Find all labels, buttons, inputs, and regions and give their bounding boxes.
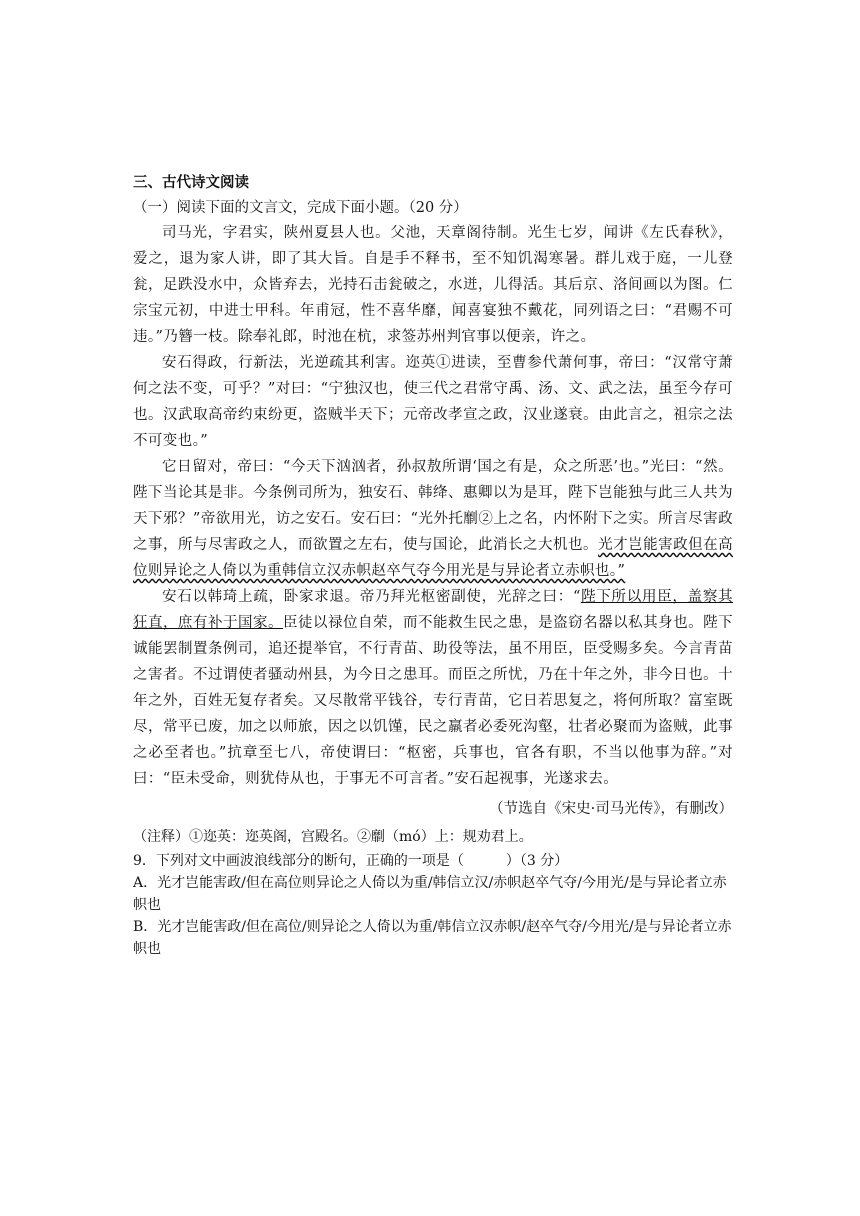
- document-page: [133, 172, 733, 960]
- passage-paragraph-2: 安石得政，行新法，光逆疏其利害。迩英①进读，至曹参代萧何事，帝曰：“汉常守萧何之法不变，可乎？”对曰：“宁独汉也，使三代之君常守禹、汤、文、武之法，虽至今存可也。汉武取高帝约束纷更，盗贼半天下；元帝改孝宣之政，汉业遂衰。由此言之，祖宗之法不可变也。”: [133, 355, 733, 449]
- question-stem: 9．下列对文中画波浪线部分的断句，正确的一项是（ ）（3 分）: [133, 853, 569, 869]
- option-b: B．光才岂能害政/但在高位/则异论之人倚以为重/韩信立汉赤帜/赵卒气夺/今用光/是与异论者立赤帜也: [133, 919, 732, 957]
- underlined-sentence: 陛下所以用臣，盖察其狂直，庶有补于国家。: [133, 589, 733, 631]
- instruction: （一）阅读下面的文言文，完成下面小题。（20 分）: [133, 200, 468, 216]
- paragraph-4-intro: 安石以韩琦上疏，卧家求退。帝乃拜光枢密副使，光辞之曰：“: [162, 589, 581, 605]
- annotation-note: （注释）①迩英：迩英阁，宫殿名。②劘（mó）上：规劝君上。: [133, 829, 533, 845]
- paragraph-3-text: 它日留对，帝曰：“今天下汹汹者，孙叔敖所谓‘国之有是，众之所恶’也。”光曰：“然。陛下当论其是非。今条例司所为，独安石、韩绛、惠卿以为是耳，陛下岂能独与此三人共为天下邪？”帝欲用光，访之安石。安石曰：“光外托劘②上之名，内怀附下之实。所言尽害政之事，所与尽害政之人，而欲置之左右，使与国论，此消长之大机也。: [133, 459, 733, 553]
- passage-paragraph-3: [133, 454, 733, 584]
- option-a: A．光才岂能害政/但在高位则异论之人倚以为重/韩信立汉/赤帜赵卒气夺/今用光/是与异论者立赤帜也: [133, 875, 727, 913]
- source-citation: （节选自《宋史·司马光传》，有删改）: [489, 801, 733, 817]
- paragraph-4-text: 臣徒以禄位自荣，而不能救生民之患，是盗窃名器以私其身也。陛下诚能罢制置条例司，追还提举官，不行青苗、助役等法，虽不用臣，臣受赐多矣。今言青苗之害者。不过谓使者骚动州县，为今日之患耳。而臣之所忧，乃在十年之外，非今日也。十年之外，百姓无复存者矣。又尽散常平钱谷，专行青苗，它日若思复之，将何所取？富室既尽，常平已废，加之以师旅，因之以饥馑，民之羸者必委死沟壑，壮者必聚而为盗贼，此事之必至者也。”抗章至七八，帝使谓曰：“枢密，兵事也，官各有职，不当以他事为辞。”对曰：“臣未受命，则犹侍从也，于事无不可言者。”安石起视事，光遂求去。: [133, 615, 734, 787]
- wavy-underlined-sentence: 光才岂能害政但在高位则异论之人倚以为重韩信立汉赤帜赵卒气夺今用光是与异论者立赤帜也。”: [133, 537, 733, 579]
- section-title: 三、古代诗文阅读: [133, 175, 249, 191]
- passage-paragraph-1: 司马光，字君实，陕州夏县人也。父池，天章阁待制。光生七岁，闻讲《左氏春秋》，爱之，退为家人讲，即了其大旨。自是手不释书，至不知饥渴寒暑。群儿戏于庭，一儿登瓮，足跌没水中，众皆弃去，光持石击瓮破之，水迸，儿得活。其后京、洛间画以为图。仁宗宝元初，中进士甲科。年甫冠，性不喜华靡，闻喜宴独不戴花，同列语之曰：“君赐不可违。”乃簪一枝。除奉礼郎，时池在杭，求签苏州判官事以便亲，许之。: [133, 225, 733, 345]
- passage-paragraph-4: [133, 584, 733, 792]
